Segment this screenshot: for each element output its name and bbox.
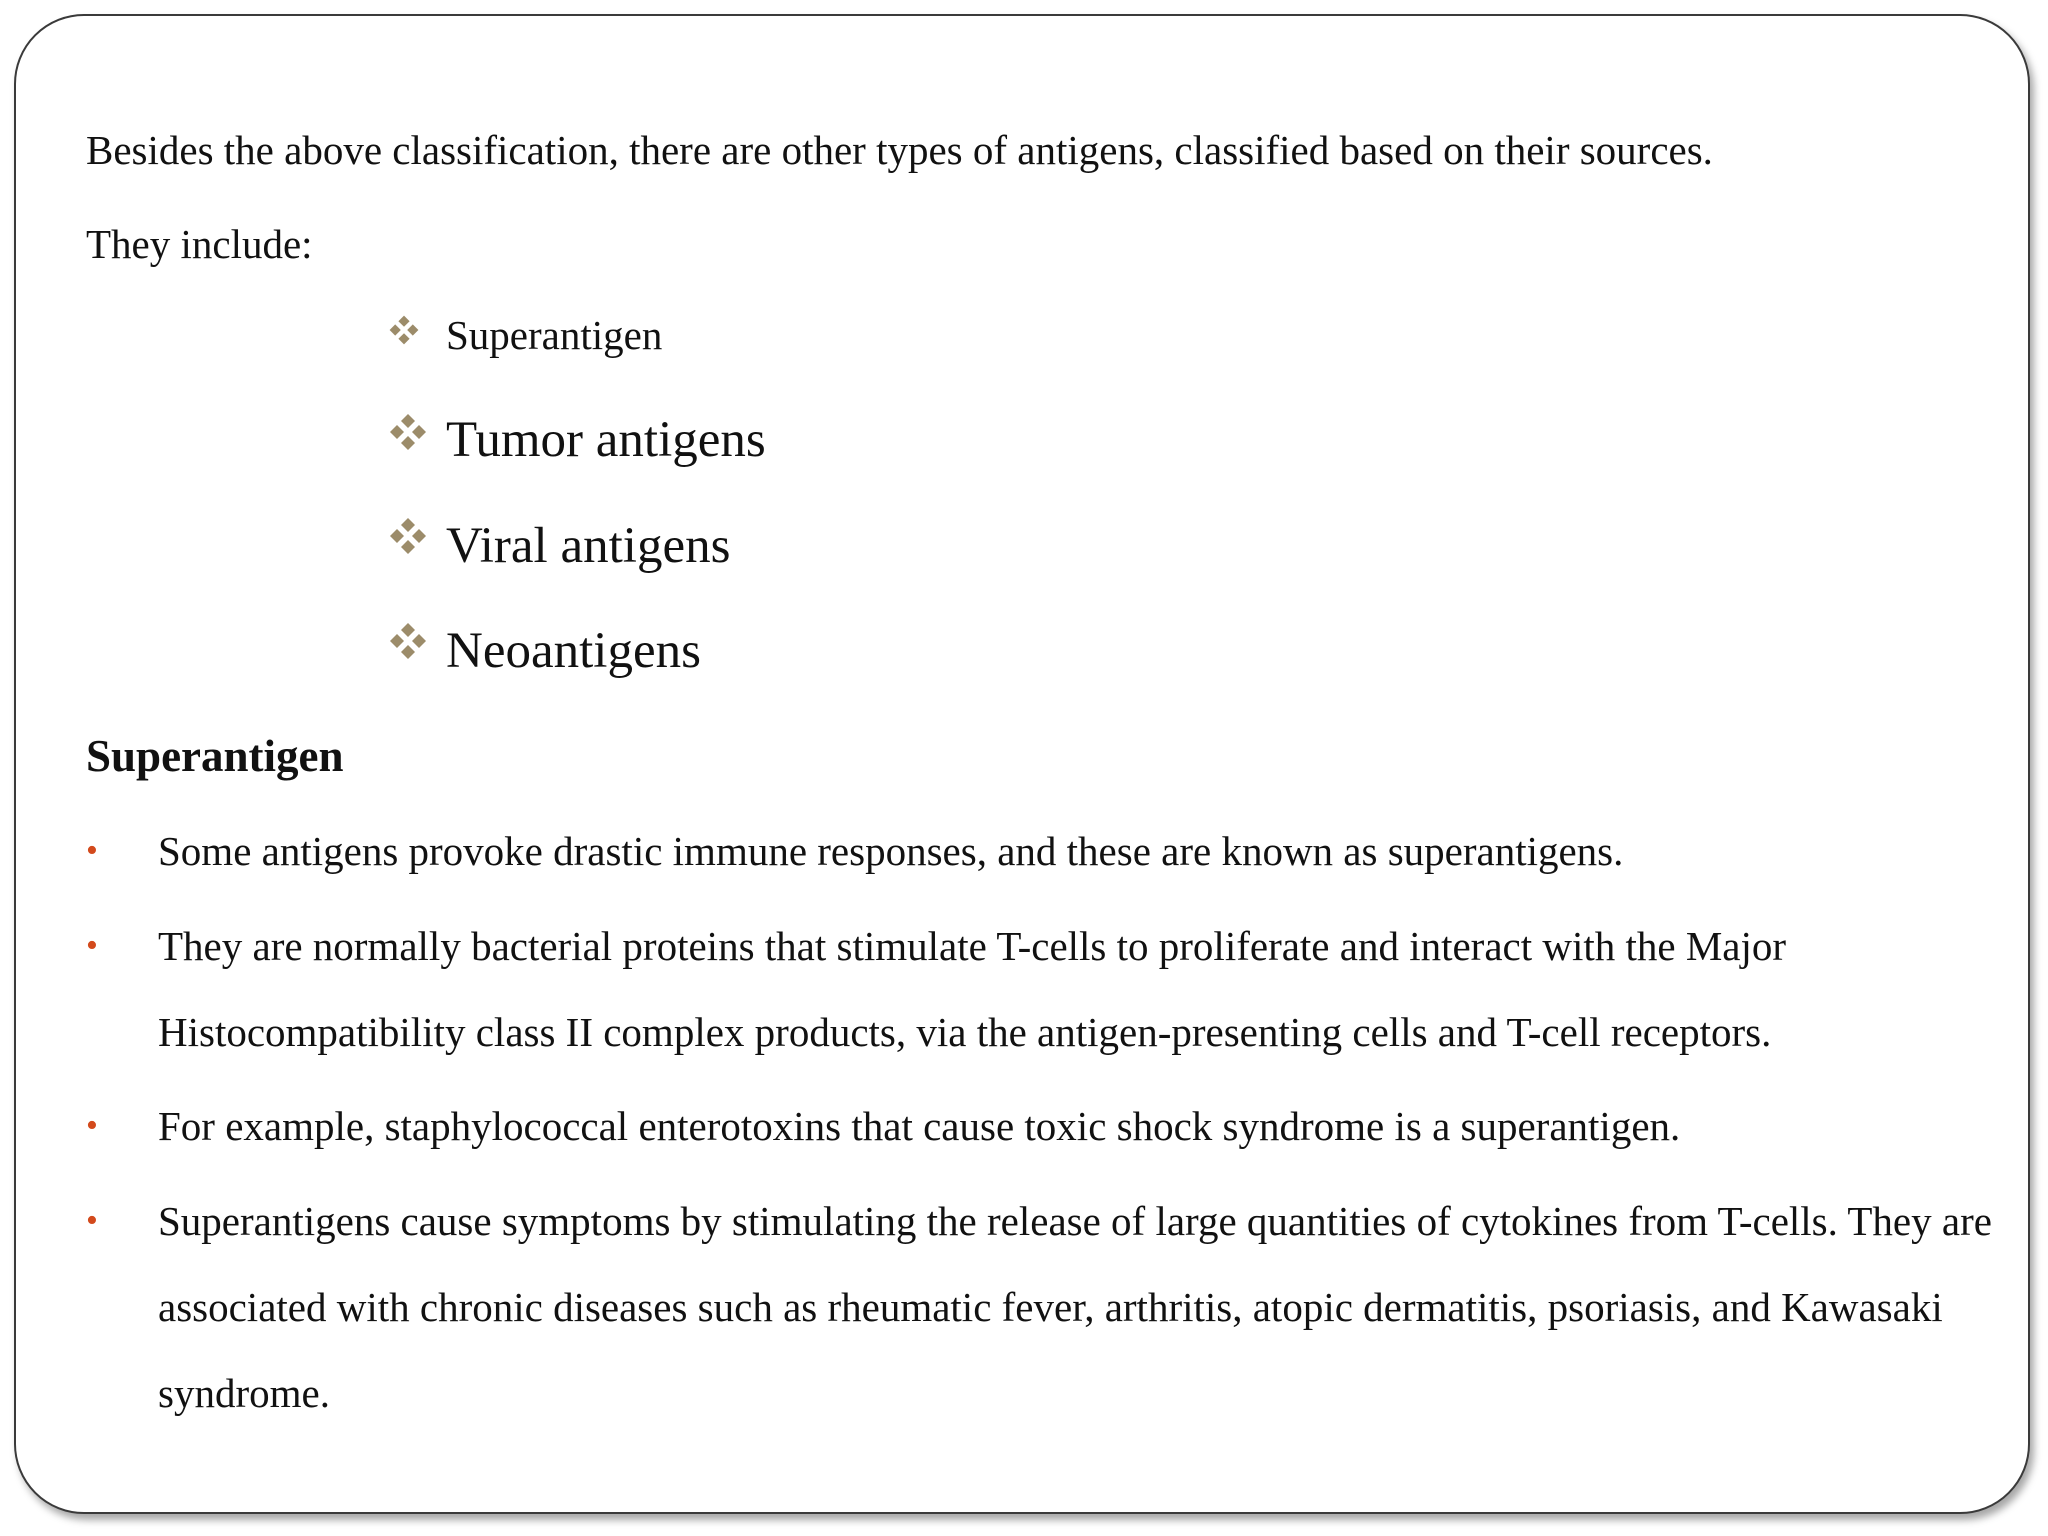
source-type-label: Tumor antigens: [446, 412, 766, 468]
source-type-label: Neoantigens: [446, 623, 701, 679]
four-diamond-icon: [388, 621, 428, 661]
four-diamond-icon: [388, 314, 420, 346]
round-bullet-icon: •: [86, 1202, 98, 1239]
intro-text: Besides the above classification, there are other types of antigens, classified based on their sources.: [86, 127, 1713, 173]
bullet-text: They are normally bacterial proteins that stimulate T-cells to proliferate and interact with the Major Histocompatibility class II complex products, via the antigen-presenting cells and T-cell receptors.: [158, 923, 1787, 1055]
bullet-text: For example, staphylococcal enterotoxins that cause toxic shock syndrome is a superantigen.: [158, 1103, 1681, 1149]
intro-include-text: They include:: [86, 221, 313, 267]
round-bullet-icon: •: [86, 927, 98, 964]
section-heading: Superantigen: [86, 731, 344, 781]
bullet-text: Some antigens provoke drastic immune responses, and these are known as superantigens.: [158, 828, 1624, 874]
source-type-label: Superantigen: [446, 312, 663, 358]
four-diamond-icon: [388, 412, 428, 452]
source-type-label: Viral antigens: [446, 518, 731, 574]
four-diamond-icon: [388, 516, 428, 556]
round-bullet-icon: •: [86, 832, 98, 869]
slide: [14, 14, 2030, 1514]
round-bullet-icon: •: [86, 1107, 98, 1144]
bullet-text: Superantigens cause symptoms by stimulating the release of large quantities of cytokines from T-cells. They are associated with chronic diseases such as rheumatic fever, arthritis, atopic dermatitis, psoriasis, and Kawasaki syndrome.: [158, 1198, 1992, 1416]
